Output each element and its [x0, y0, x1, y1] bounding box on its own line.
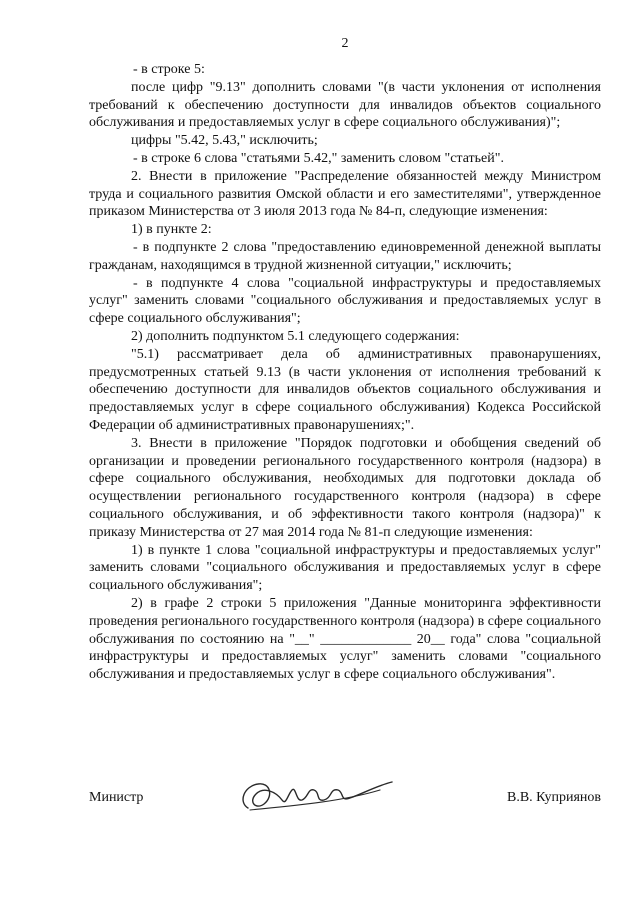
signature-image	[230, 772, 400, 822]
paragraph: 2) в графе 2 строки 5 приложения "Данные мониторинга эффективности проведения регионального государственного контроля (надзора) в сфере социального обслуживания по состоянию на "__" _____________ 20__ года" слова "социальной инфраструктуры и предоставляемых услуг" заменить словами "социального обслуживания и предоставляемых услуг в сфере социального обслуживания".	[89, 595, 601, 683]
paragraph: 3. Внести в приложение "Порядок подготовки и обобщения сведений об организации и проведении регионального государственного контроля (надзора) в сфере социального обслуживания, необходимых для подготовки доклада об осуществлении регионального государственного контроля (надзора) в сфере социального обслуживания, и об эффективности такого контроля (надзора)" к приказу Министерства от 27 мая 2014 года № 81-п следующие изменения:	[89, 435, 601, 540]
page-number: 2	[341, 36, 349, 51]
paragraph: - в строке 6 слова "статьями 5.42," заменить словом "статьей".	[133, 150, 504, 166]
paragraph: "5.1) рассматривает дела об административных правонарушениях, предусмотренных статьей 9.13 (в части уклонения от исполнения требований к обеспечению доступности для инвалидов объектов социального обслуживания и предоставляемых услуг в сфере социального обслуживания) Кодекса Российской Федерации об административных правонарушениях;".	[89, 346, 601, 433]
paragraph: цифры "5.42, 5.43," исключить;	[131, 133, 318, 149]
paragraph: после цифр "9.13" дополнить словами "(в части уклонения от исполнения требований к обеспечению доступности для инвалидов объектов социального обслуживания и предоставляемых услуг в сфере социального обслуживания)";	[89, 79, 601, 131]
paragraph: 1) в пункте 2:	[131, 222, 212, 238]
signer-position: Министр	[89, 790, 144, 805]
paragraph: - в подпункте 4 слова "социальной инфраструктуры и предоставляемых услуг" заменить словами "социального обслуживания и предоставляемых услуг в сфере социального обслуживания";	[89, 275, 601, 327]
paragraph: 2) дополнить подпунктом 5.1 следующего содержания:	[131, 328, 460, 344]
signer-name: В.В. Куприянов	[507, 790, 601, 805]
document-body	[89, 61, 601, 684]
paragraph: 2. Внести в приложение "Распределение обязанностей между Министром труда и социального развития Омской области и его заместителями", утвержденное приказом Министерства от 3 июля 2013 года № 84-п, следующие изменения:	[89, 168, 601, 220]
paragraph: - в строке 5:	[133, 62, 205, 77]
paragraph: 1) в пункте 1 слова "социальной инфраструктуры и предоставляемых услуг" заменить словами "социального обслуживания и предоставляемых услуг в сфере социального обслуживания";	[89, 542, 601, 594]
paragraph: - в подпункте 2 слова "предоставлению единовременной денежной выплаты гражданам, находящимся в трудной жизненной ситуации," исключить;	[89, 239, 601, 273]
